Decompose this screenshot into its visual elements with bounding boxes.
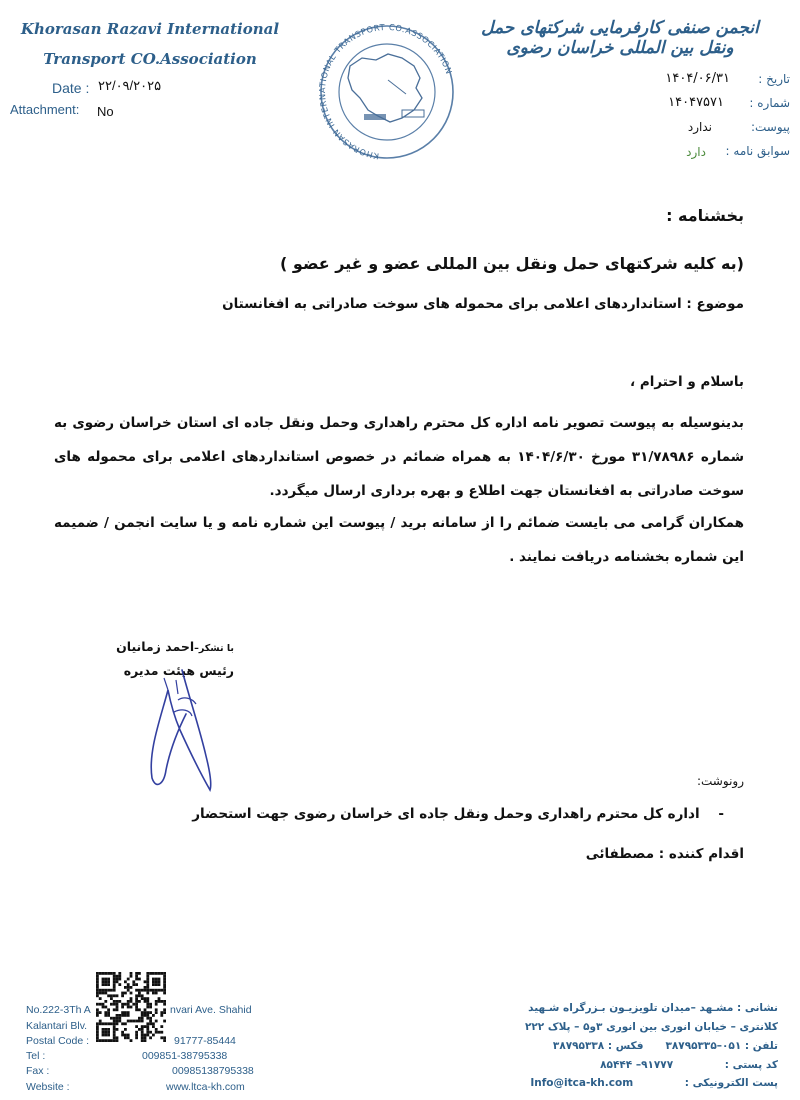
footer-postal-value: 91777-85444 bbox=[174, 1035, 236, 1047]
number-label-fa: شماره : bbox=[749, 96, 790, 110]
org-name-english-line1: Khorasan Razavi International bbox=[20, 20, 280, 38]
footer-fa-address-line1: نشانی : مشـهد –میدان تلویزیـون بـزرگراه شـهید bbox=[528, 1002, 778, 1014]
handwritten-signature bbox=[120, 660, 240, 800]
logo-emblem-icon bbox=[302, 14, 472, 164]
number-value-fa: ۱۴۰۴۷۵۷۱ bbox=[668, 95, 724, 110]
body-paragraph-1: بدینوسیله به پیوست تصویر نامه اداره کل محترم راهداری وحمل ونقل جاده ای استان خراسان رضوی به شماره ۳۱/۷۸۹۸۶ مورخ ۱۴۰۴/۶/۳۰ به همراه ضمائم در خصوص استانداردهای اعلامی برای محموله های سوخت صادراتی به افغانستان جهت اطلاع و بهره برداری ارسال میگردد. bbox=[54, 415, 744, 499]
action-label: اقدام کننده : bbox=[658, 846, 744, 862]
attachment-value-en: No bbox=[97, 104, 114, 119]
circular-heading: بخشنامه : bbox=[666, 206, 744, 225]
date-label-fa: تاریخ : bbox=[758, 72, 790, 86]
subject-line bbox=[222, 296, 744, 312]
date-label-en: Date : bbox=[52, 80, 90, 96]
svg-text:KHORASAN INTERNATIONAL TRANSPO: KHORASAN INTERNATIONAL TRANSPORT CO.ASSOCIATION bbox=[316, 21, 455, 162]
footer-address-line1-tail: nvari Ave. Shahid bbox=[170, 1004, 252, 1016]
footer-fa-address-line2: کلانتری – خیابان انوری بین انوری ۳و۵ – پلاک ۲۲۲ bbox=[524, 1021, 778, 1033]
signature-name: احمد زمانیان bbox=[116, 639, 195, 654]
org-name-persian: انجمن صنفی کارفرمایی شرکتهای حمل ونقل بین المللی خراسان رضوی bbox=[481, 18, 759, 58]
qr-code-icon bbox=[96, 972, 166, 1042]
association-logo bbox=[302, 14, 472, 164]
footer-fa-email: پست الکترونیکی : Info@itca-kh.com bbox=[530, 1077, 778, 1089]
footer-address-line1: No.222-3Th A bbox=[26, 1004, 91, 1016]
cc-label: رونوشت: bbox=[696, 774, 744, 788]
attachment-label-en: Attachment: bbox=[10, 102, 80, 117]
signature-prefix: با تشکر– bbox=[194, 643, 234, 654]
date-value-fa: ۱۴۰۴/۰۶/۳۱ bbox=[665, 71, 730, 86]
date-value-en: ۲۲/۰۹/۲۰۲۵ bbox=[98, 78, 162, 93]
footer-address-line2: Kalantari Blv. bbox=[26, 1020, 88, 1032]
footer-persian bbox=[518, 1002, 778, 1094]
subject-text: استانداردهای اعلامی برای محموله های سوخت صادراتی به افغانستان bbox=[222, 296, 682, 312]
signature-scribble-icon bbox=[120, 660, 240, 800]
recipients-line: (به کلیه شرکتهای حمل ونقل بین المللی عضو و غیر عضو ) bbox=[280, 254, 744, 273]
org-name-english bbox=[0, 0, 300, 80]
footer-postal-label: Postal Code : bbox=[26, 1035, 90, 1047]
cc-item: - اداره کل محترم راهداری وحمل ونقل جاده ای خراسان رضوی جهت استحضار bbox=[192, 806, 724, 822]
footer-tel-label: Tel : bbox=[26, 1050, 46, 1062]
history-label-fa: سوابق نامه : bbox=[725, 144, 790, 158]
signature-name-line bbox=[94, 636, 234, 660]
action-value: مصطفائی bbox=[585, 846, 655, 862]
footer-fax-value: 00985138795338 bbox=[172, 1065, 254, 1077]
footer-fa-postal: کد پستی : ۹۱۷۷۷– ۸۵۴۴۴ bbox=[600, 1059, 778, 1071]
footer-fax-label: Fax : bbox=[26, 1065, 50, 1077]
history-value-fa: دارد bbox=[686, 145, 706, 159]
greeting: باسلام و احترام ، bbox=[630, 374, 744, 390]
footer-web-value[interactable]: www.ltca-kh.com bbox=[166, 1081, 245, 1093]
footer-web-label: Website : bbox=[26, 1081, 70, 1093]
attachment-label-fa: پیوست: bbox=[750, 120, 790, 134]
org-name-english-line2: Transport CO.Association bbox=[43, 50, 257, 68]
subject-label: موضوع : bbox=[686, 296, 744, 312]
footer-tel-value: 009851-38795338 bbox=[142, 1050, 228, 1062]
action-line bbox=[586, 846, 744, 862]
qr-code bbox=[96, 972, 166, 1042]
body-paragraph-2: همکاران گرامی می بایست ضمائم را از سامانه برید / پیوست این شماره نامه و یا سایت انجمن / ضمیمه این شماره بخشنامه دریافت نمایند . bbox=[54, 515, 744, 565]
footer-fa-tel-fax: تلفن : ۰۵۱–۳۸۷۹۵۳۳۵ فکس : ۳۸۷۹۵۳۳۸ bbox=[552, 1040, 778, 1052]
signature-title: رئیس هیئت مدیره bbox=[123, 663, 234, 678]
attachment-value-fa: ندارد bbox=[687, 120, 712, 134]
